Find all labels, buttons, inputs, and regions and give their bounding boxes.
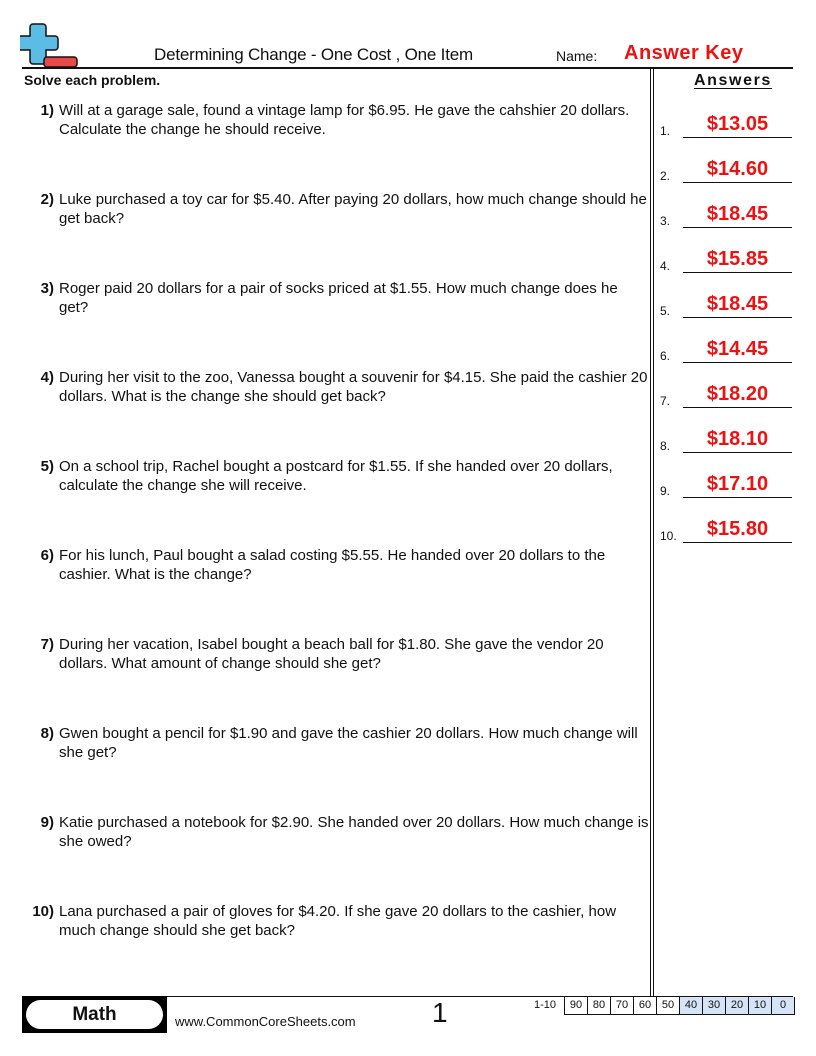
answer-number: 1.	[660, 124, 671, 138]
name-label: Name:	[556, 48, 598, 64]
answer-number: 2.	[660, 169, 671, 183]
answer-item	[658, 200, 794, 230]
score-range-label: 1-10	[534, 999, 557, 1011]
answer-number: 6.	[660, 349, 671, 363]
worksheet-title: Determining Change - One Cost , One Item	[154, 45, 473, 64]
answer-line	[683, 542, 792, 543]
answer-line	[683, 137, 792, 138]
problem-text: For his lunch, Paul bought a salad costing $5.55. He handed over 20 dollars to the cashier. What is the change?	[59, 547, 606, 583]
score-cell: 90	[565, 997, 588, 1014]
score-cell: 60	[634, 997, 657, 1014]
website-link[interactable]: www.CommonCoreSheets.com	[175, 1014, 356, 1029]
problem-item	[24, 279, 649, 317]
answer-line	[683, 227, 792, 228]
answer-line	[683, 452, 792, 453]
score-cell: 10	[749, 997, 772, 1014]
answer-number: 3.	[660, 214, 671, 228]
answer-value: $18.20	[706, 383, 769, 405]
problem-number: 2)	[40, 191, 54, 208]
problem-number: 4)	[40, 369, 54, 386]
answer-value: $15.85	[706, 248, 769, 270]
answer-number: 4.	[660, 259, 671, 273]
answer-item	[658, 380, 794, 410]
answer-item	[658, 245, 794, 275]
answer-line	[683, 362, 792, 363]
problem-number: 5)	[40, 458, 54, 475]
problem-item	[24, 101, 649, 139]
answer-item	[658, 290, 794, 320]
problem-number: 6)	[40, 547, 54, 564]
answer-number: 7.	[660, 394, 671, 408]
answer-number: 8.	[660, 439, 671, 453]
score-cell: 70	[611, 997, 634, 1014]
answer-line	[683, 272, 792, 273]
problem-item	[24, 635, 649, 673]
answer-value: $17.10	[706, 473, 769, 495]
answer-value: $14.45	[706, 338, 769, 360]
subject-badge	[22, 996, 167, 1033]
column-divider	[650, 69, 654, 997]
problem-text: Luke purchased a toy car for $5.40. After paying 20 dollars, how much change should he get back?	[59, 191, 647, 227]
problem-item	[24, 724, 649, 762]
problem-number: 1)	[40, 102, 54, 119]
answer-number: 10.	[660, 529, 677, 543]
problem-number: 3)	[40, 280, 54, 297]
answer-value: $18.10	[706, 428, 769, 450]
page-number: 1	[432, 997, 448, 1028]
score-cell: 30	[703, 997, 726, 1014]
answer-line	[683, 497, 792, 498]
problem-item	[24, 546, 649, 584]
subject-label: Math	[26, 1000, 163, 1029]
score-cell: 0	[772, 997, 794, 1014]
problem-text: On a school trip, Rachel bought a postcard for $1.55. If she handed over 20 dollars, calculate the change she will receive.	[59, 458, 613, 494]
problem-number: 8)	[40, 725, 54, 742]
answer-line	[683, 407, 792, 408]
problem-number: 7)	[40, 636, 54, 653]
problem-number: 10)	[32, 903, 54, 920]
score-cell: 20	[726, 997, 749, 1014]
problem-text: Katie purchased a notebook for $2.90. She handed over 20 dollars. How much change is she owed?	[59, 814, 649, 850]
problem-text: During her vacation, Isabel bought a beach ball for $1.80. She gave the vendor 20 dollars. What amount of change should she get?	[59, 636, 604, 672]
plus-minus-logo-icon	[20, 22, 80, 68]
problem-text: Lana purchased a pair of gloves for $4.20. If she gave 20 dollars to the cashier, how much change should she get back?	[59, 903, 617, 939]
answer-line	[683, 317, 792, 318]
problem-item	[24, 457, 649, 495]
answer-item	[658, 470, 794, 500]
problem-number: 9)	[40, 814, 54, 831]
answer-value: $18.45	[706, 203, 769, 225]
score-cell: 50	[657, 997, 680, 1014]
answers-heading: Answers	[694, 72, 772, 89]
answer-value: $13.05	[706, 113, 769, 135]
problem-item	[24, 902, 649, 940]
problem-item	[24, 813, 649, 851]
answer-item	[658, 155, 794, 185]
answer-item	[658, 110, 794, 140]
score-cell: 40	[680, 997, 703, 1014]
header-divider	[22, 67, 793, 69]
problem-text: Roger paid 20 dollars for a pair of socks priced at $1.55. How much change does he get?	[59, 280, 618, 316]
score-table	[564, 997, 795, 1015]
score-cell: 80	[588, 997, 611, 1014]
answer-item	[658, 425, 794, 455]
problem-text: Will at a garage sale, found a vintage lamp for $6.95. He gave the cahshier 20 dollars. Calculate the change he should receive.	[59, 102, 630, 138]
answer-value: $15.80	[706, 518, 769, 540]
answer-number: 9.	[660, 484, 671, 498]
answer-line	[683, 182, 792, 183]
instructions: Solve each problem.	[24, 72, 161, 88]
problem-item	[24, 190, 649, 228]
answer-number: 5.	[660, 304, 671, 318]
problem-text: Gwen bought a pencil for $1.90 and gave the cashier 20 dollars. How much change will she get?	[59, 725, 638, 761]
problem-item	[24, 368, 649, 406]
answer-item	[658, 515, 794, 545]
problem-text: During her visit to the zoo, Vanessa bought a souvenir for $4.15. She paid the cashier 20 dollars. What is the change she should get back?	[59, 369, 648, 405]
answer-value: $14.60	[706, 158, 769, 180]
answer-item	[658, 335, 794, 365]
name-value: Answer Key	[624, 42, 744, 64]
answer-value: $18.45	[706, 293, 769, 315]
